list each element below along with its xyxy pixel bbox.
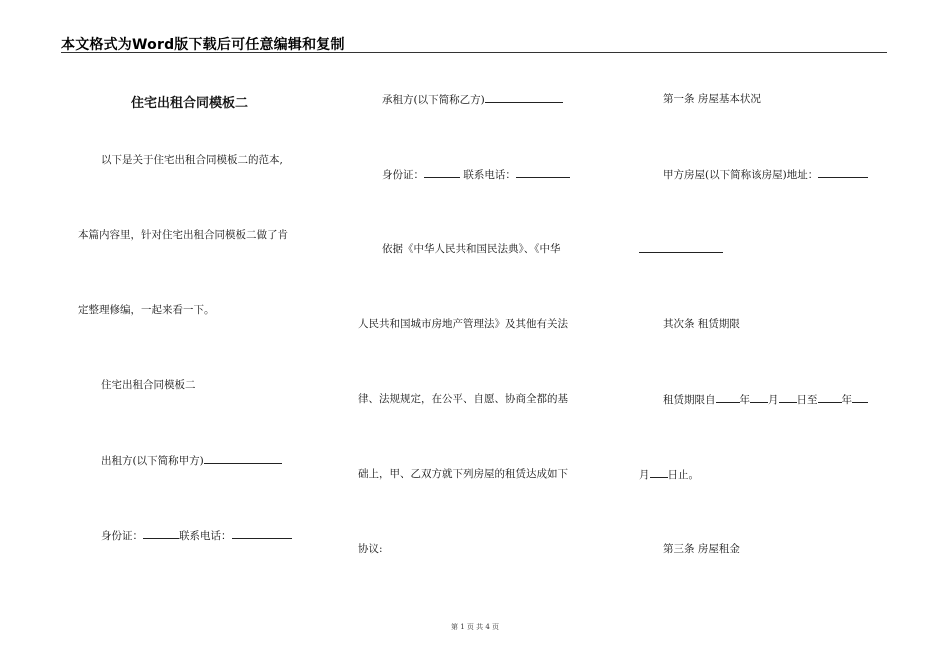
lessor-id-line [101, 528, 292, 543]
year1-label: 年 [739, 394, 750, 406]
id-blank [424, 167, 460, 178]
intro-line-3: 定整理修编，一起来看一下。 [78, 304, 215, 316]
address-continuation [639, 242, 723, 257]
article-2-heading: 其次条 租赁期限 [663, 318, 740, 330]
id-blank [143, 528, 179, 539]
day-to-label: 日至 [796, 394, 818, 406]
agreement-label: 协议: [358, 543, 383, 555]
term-label: 租赁期限自 [663, 394, 716, 406]
lessor-line [101, 453, 282, 468]
intro-line-2: 本篇内容里，针对住宅出租合同模板二做了肯 [78, 229, 288, 241]
address-line [663, 167, 868, 182]
basis-line-2: 人民共和国城市房地产管理法》及其他有关法 [358, 318, 568, 330]
lessee-blank [485, 92, 563, 103]
address-blank-2 [639, 242, 723, 253]
lessee-id-line [382, 167, 570, 182]
document-title: 住宅出租合同模板二 [131, 96, 249, 111]
intro-line-1: 以下是关于住宅出租合同模板二的范本, [101, 154, 283, 166]
address-label: 甲方房屋(以下简称该房屋)地址： [663, 169, 819, 181]
lessee-label: 承租方(以下简称乙方) [382, 94, 485, 106]
day1-blank [779, 392, 797, 403]
year1-blank [716, 392, 740, 403]
lessee-line [382, 92, 563, 107]
month1-blank [750, 392, 768, 403]
lessor-blank [204, 453, 282, 464]
document-header: 本文格式为Word版下载后可任意编辑和复制 [61, 37, 345, 53]
basis-line-4: 础上，甲、乙双方就下列房屋的租赁达成如下 [358, 468, 568, 480]
lessor-label: 出租方(以下简称甲方) [101, 455, 204, 467]
term-end-line [639, 467, 699, 482]
phone-blank [232, 528, 292, 539]
address-blank [818, 167, 868, 178]
phone-label: 联系电话： [463, 169, 516, 181]
phone-blank [516, 167, 570, 178]
day-end-label: 日止。 [667, 469, 699, 481]
month2-label: 月 [639, 469, 650, 481]
month2-blank [852, 392, 868, 403]
phone-label: 联系电话： [179, 530, 232, 542]
article-1-heading: 第一条 房屋基本状况 [663, 93, 761, 105]
header-rule [61, 52, 887, 53]
basis-line-1: 依据《中华人民共和国民法典》、《中华 [382, 243, 561, 255]
term-line [663, 392, 868, 407]
page-number: 第 1 页 共 4 页 [450, 623, 500, 631]
id-label: 身份证： [382, 169, 424, 181]
id-label: 身份证： [101, 530, 143, 542]
subtitle: 住宅出租合同模板二 [101, 379, 196, 391]
day2-blank [650, 467, 668, 478]
basis-line-3: 律、法规规定，在公平、自愿、协商全都的基 [358, 393, 568, 405]
month1-label: 月 [768, 394, 779, 406]
year2-blank [818, 392, 842, 403]
year2-label: 年 [841, 394, 852, 406]
article-3-heading: 第三条 房屋租金 [663, 543, 740, 555]
